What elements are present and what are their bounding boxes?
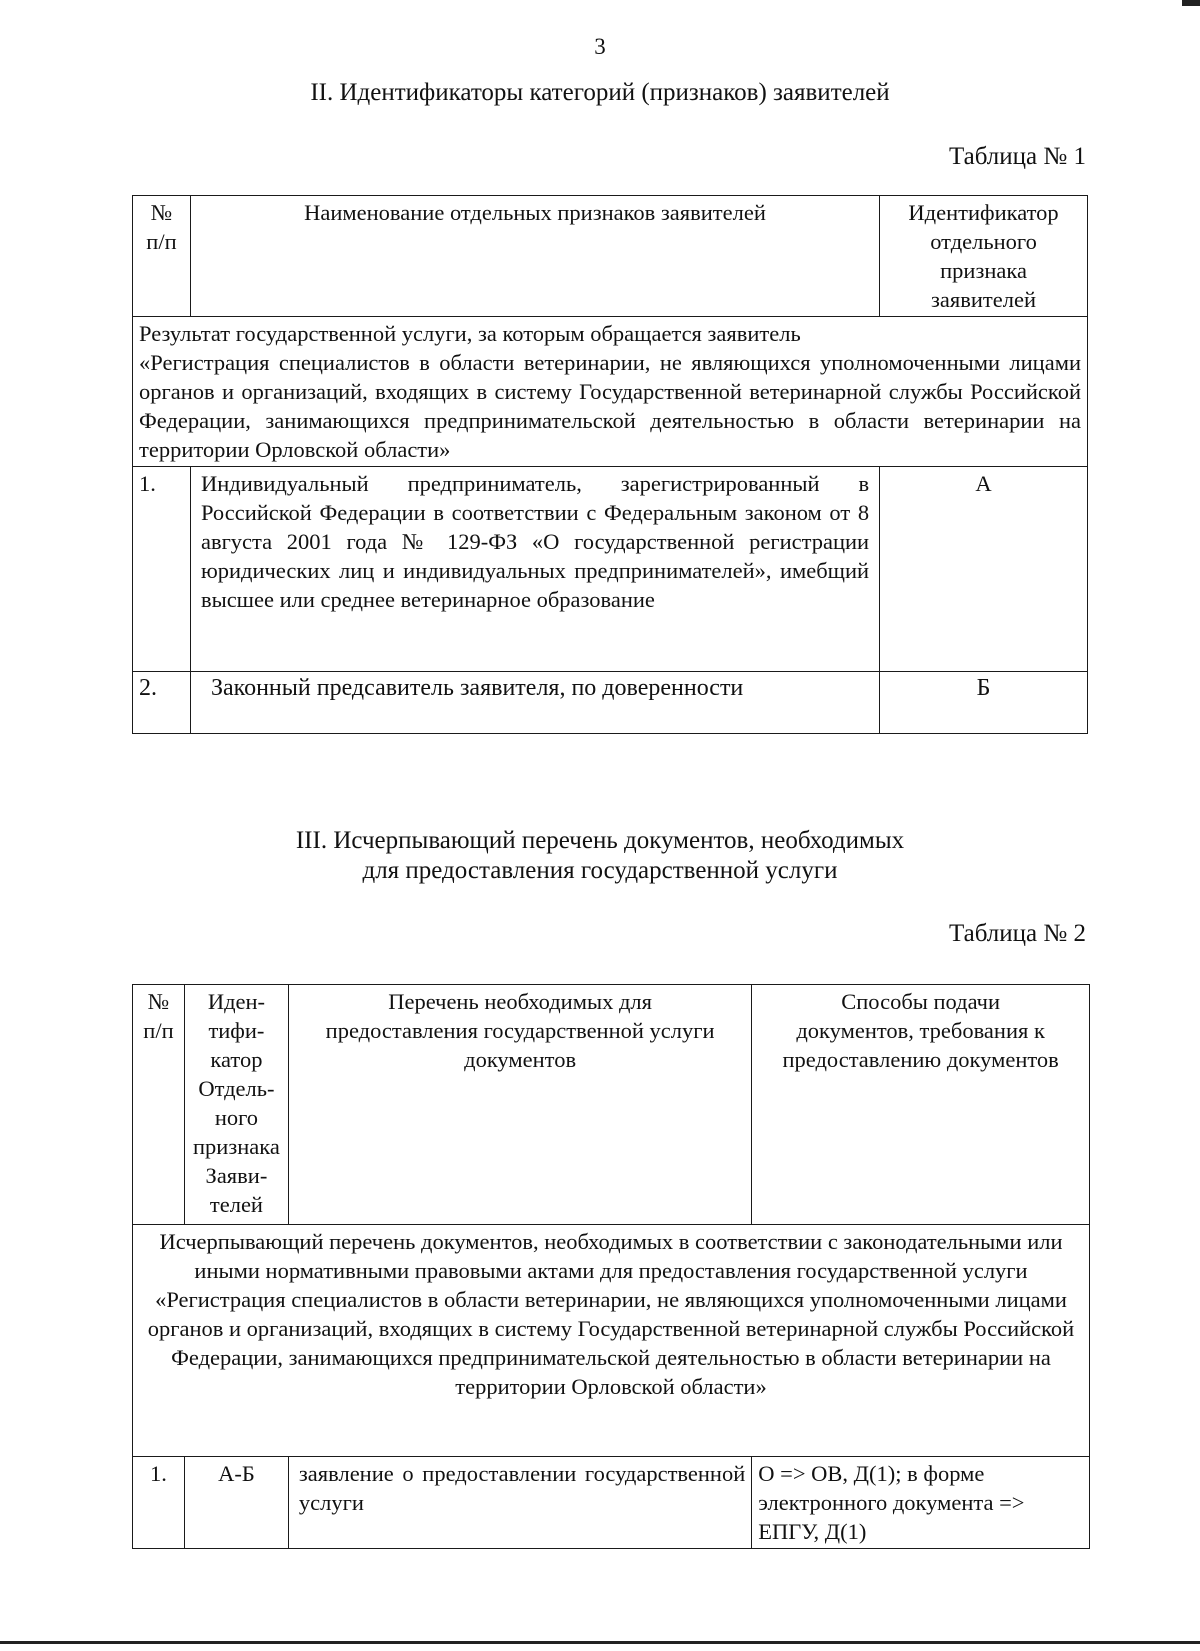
row-name: Законный предсавитель заявителя, по доверенности	[190, 672, 879, 734]
row-num: 1.	[133, 1457, 185, 1549]
table-header-row	[133, 985, 1090, 1225]
table-1-label: Таблица № 1	[948, 143, 1086, 170]
header-name: Наименование отдельных признаков заявителей	[190, 196, 879, 317]
applicant-categories-table	[132, 195, 1088, 734]
row-identifier: А-Б	[184, 1457, 288, 1549]
result-body: «Регистрация специалистов в области ветеринарии, не являющихся уполномоченными лицами органов и организаций, входящих в систему Государственной ветеринарной службы Российской Федерации, занимающихся предпринимательской деятельностью в области ветеринарии на территории Орловской области»	[139, 350, 1081, 462]
table-header-row	[133, 196, 1088, 317]
header-methods: Способы подачи документов, требования к предоставлению документов	[752, 985, 1090, 1225]
page-number: 3	[594, 34, 606, 59]
result-cell	[133, 317, 1088, 467]
row-num: 1.	[133, 467, 191, 672]
table-2-label: Таблица № 2	[948, 920, 1086, 947]
result-lead: Результат государственной услуги, за которым обращается заявитель	[139, 321, 801, 346]
table-row	[133, 1457, 1090, 1549]
merged-list-cell: Исчерпывающий перечень документов, необходимых в соответствии с законодательными или иными нормативными правовыми актами для предоставления государственной услуги «Регистрация специалистов в области ветеринарии, не являющихся уполномоченными лицами органов и организаций, входящих в систему Государственной ветеринарной службы Российской Федерации, занимающихся предпринимательской деятельностью в области ветеринарии на территории Орловской области»	[133, 1225, 1090, 1457]
merged-list-row	[133, 1225, 1090, 1457]
header-num: № п/п	[133, 196, 191, 317]
header-identifier: Идентификатор отдельного признака заявителей	[880, 196, 1088, 317]
header-identifier: Иден- тифи- катор Отдель- ного признака Заяви- телей	[184, 985, 288, 1225]
row-method: О => ОВ, Д(1); в форме электронного документа => ЕПГУ, Д(1)	[752, 1457, 1090, 1549]
section-3-title-line-2: для предоставления государственной услуги	[362, 857, 838, 884]
page-bottom-rule	[0, 1641, 1200, 1644]
scan-edge-mark	[1182, 0, 1200, 6]
header-num: № п/п	[133, 985, 185, 1225]
table-row	[133, 672, 1088, 734]
merged-result-row	[133, 317, 1088, 467]
row-identifier: Б	[880, 672, 1088, 734]
row-name: Индивидуальный предприниматель, зарегистрированный в Российской Федерации в соответствии с Федеральным законом от 8 августа 2001 года № 129-ФЗ «О государственной регистрации юридических лиц и индивидуальных предпринимателей», имебщий высшее или среднее ветеринарное образование	[190, 467, 879, 672]
header-documents: Перечень необходимых для предоставления государственной услуги документов	[288, 985, 751, 1225]
section-3-title-line-1: III. Исчерпывающий перечень документов, необходимых	[295, 827, 905, 854]
row-document: заявление о предоставлении государственной услуги	[288, 1457, 751, 1549]
table-row	[133, 467, 1088, 672]
section-3-title	[0, 826, 1200, 886]
row-num: 2.	[133, 672, 191, 734]
documents-list-table	[132, 984, 1090, 1549]
row-identifier: А	[880, 467, 1088, 672]
section-2-title: II. Идентификаторы категорий (признаков) заявителей	[310, 79, 890, 106]
